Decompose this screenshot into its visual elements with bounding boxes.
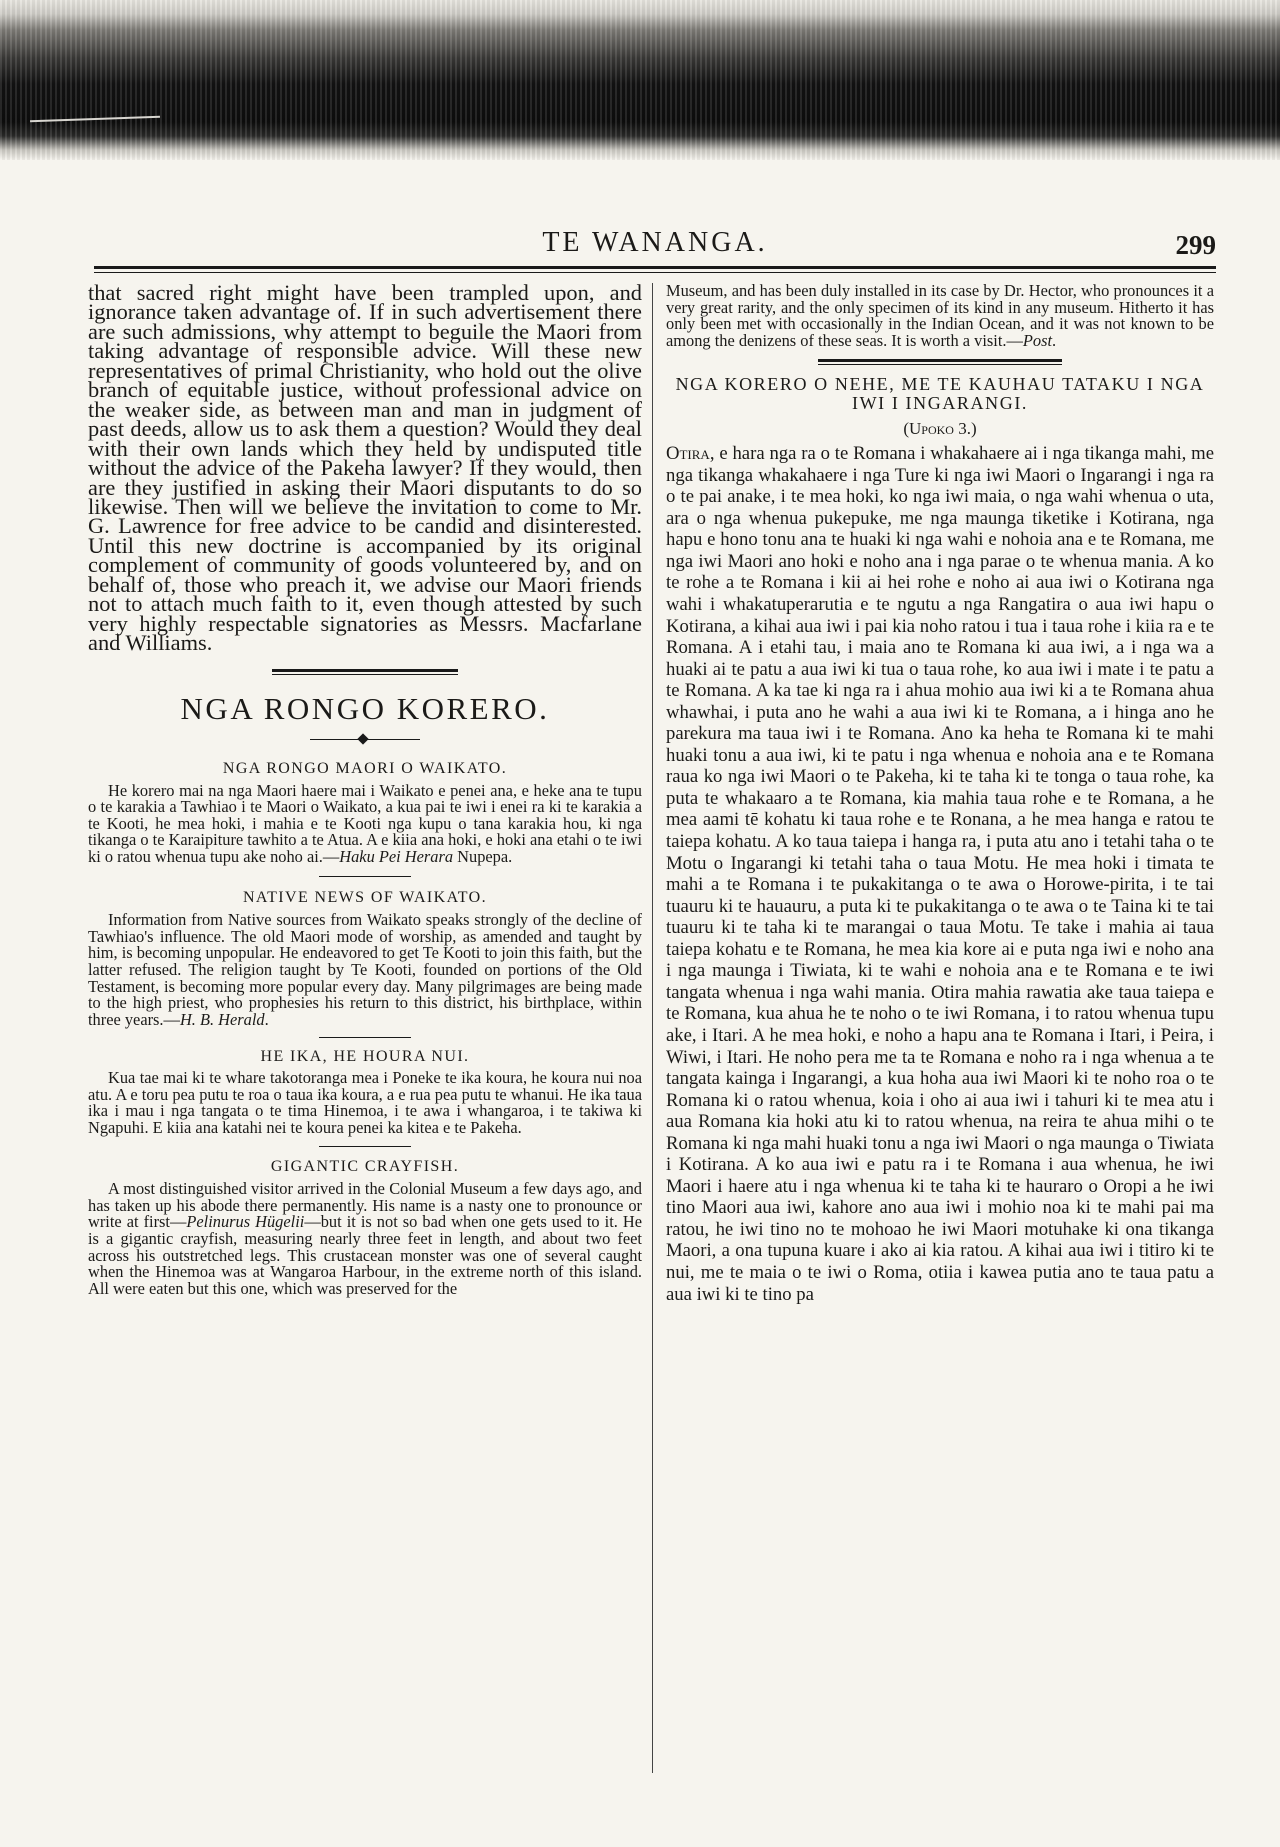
article-body-he-ika: Kua tae mai ki te whare takotoranga mea i Poneke te ika koura, he koura nui noa atu. A e toru pea putu te roa o taua ika koura, a e rua pea putu te whanui. He ika taua ika i mau i nga tangata o te tima Hinemoa, i te awa i whangaroa, i te takiwa ki Ngapuhi. E kiia ana katahi nei te koura penei ka kitea e te Pakeha. xyxy=(88,1068,642,1137)
column-divider xyxy=(652,283,653,1773)
article-body-native-news: Information from Native sources from Waikato speaks strongly of the decline of Tawhiao's influence. The old Maori mode of worship, as amended and taught by him, is becoming unpopular. He endeavored to get Te Kooti to join this faith, but the latter refused. The religion taught by Te Kooti, founded on portions of the Old Testament, is becoming more popular every day. Many pilgrimages are being made to the high priest, who prophesies his return to this district, his birthplace, within three years.—H. B. Herald. xyxy=(88,910,642,1029)
section-heading: NGA RONGO KORERO. xyxy=(180,690,550,726)
article-source: H. B. Herald xyxy=(179,1009,265,1029)
scientific-name: Pelinurus Hügelii xyxy=(186,1212,305,1232)
masthead-rule-thin xyxy=(94,272,1216,273)
scanned-page-edge xyxy=(0,0,1280,160)
crayfish-article-continued: Museum, and has been duly installed in its case by Dr. Hector, who pronounces it a very great rarity, and the only specimen of its kind in any museum. Hitherto it has only been met with occasionally in the Indian Ocean, and it was not known to be among the denizens of these seas. It is worth a visit.—Post. xyxy=(666,281,1214,350)
masthead-rule xyxy=(94,266,1216,269)
page-number: 299 xyxy=(1175,230,1216,260)
article-body-gigantic-crayfish: A most distinguished visitor arrived in the Colonial Museum a few days ago, and has taken up his abode there permanently. His name is a nasty one to pronounce or write at first—Pelinurus Hügelii—but it is not so bad when one gets used to it. He is a gigantic crayfish, measuring nearly three feet in length, and about two feet across his outstretched legs. This crustacean monster was one of several caught when the Hinemoa was at Wangaroa Harbour, in the extreme north of this island. All were eaten but this one, which was preserved for the xyxy=(88,1179,643,1298)
history-heading: NGA KORERO O NEHE, ME TE KAUHAU TATAKU I NGA IWI I INGARANGI. xyxy=(675,374,1205,414)
drop-word: Otira xyxy=(666,443,710,465)
article-body-waikato-maori: He korero mai na nga Maori haere mai i Waikato e penei ana, e heke ana te tupu o te karakia a Tawhiao i te Maori o Waikato, a kua pai te iwi i enei ra ki te karakia a te Kooti, he mea hoki, i mahia e te Kooti nga kupu o tana karakia hou, ki nga tikanga o te Karaipiture tawhito a te Atua. A e kiia ana hoki, e hoki ana etahi o te iwi ki o ratou whenua tupu ake noho ai.—Haku Pei Herara Nupepa. xyxy=(88,780,642,866)
article-source: Post xyxy=(1022,330,1053,350)
newspaper-title: TE WANANGA. xyxy=(542,227,768,258)
history-body: Otira, e hara nga ra o te Romana i whakahaere ai i nga tikanga mahi, me nga tikanga whakahaere i nga Ture ki nga iwi Maori o Ingarangi i nga ra o te pai anake, i te mea hoki, ko nga iwi maia, o nga wahi whenua o uta, ara o nga whenua pukepuke, me nga maunga tiketike i Kotirana, nga hapu e hono tonu ana te huaki ki nga wahi e nohoia ana e te Romana, me nga iwi Maori ano hoki e noho ana i nga parae o te whenua mania. A ko te rohe a te Romana i kii ai hei rohe e noho ai aua iwi o Kotirana nga wahi i whakatuperarutia e te ngutu a nga Rangatira o aua iwi hapu o Kotirana, a kihai aua iwi i pai kia noho ratou i tua i taua rohe i kiia ra e te Romana. A i etahi tau, i maia ano te Romana ki aua iwi, a i nga wa a huaki ai te patu a aua iwi ki tua o taua rohe, ko aua iwi i mate i te patu a te Romana. A ka tae ki nga ra i ahua mohio aua iwi ki a te Romana ahua whawhai, i puta ano he wahi a aua iwi ki te Romana, a i hinga ano he parekura ma taua iwi i te Romana. Ano ka heha te Romana ki te mahi huaki tonu a aua iwi, ki te patu i nga whenua e nohoia ana e te Romana raua ko nga iwi Maori o te Pakeha, ki te taha ki te tonga o taua rohe, ka puta te whakaaro a te Romana, kia mahia taua rohe e te Romana, a he mea aami tē kohatu ki taua rohe e te Ronana, a he mea hanga e ratou te taiepa kohatu. A ko taua taiepa i hanga ra, i puta atu ano i tetahi taha o te Motu o Ingarangi ki tetahi taha o taua Motu. He mea hoki i timata te mahi a te Romana i te pukakitanga o te awa o Horowe-pirita, i te tai tuauru ki te hauauru, a puta ki te pukakitanga o te awa o te Taina ki te tai tuauru ki te taha ki te marangai o taua Motu. Te take i mahia ai taua taiepa kohatu e te Romana, he mea kia kore ai e puta nga iwi e noho ana i nga maunga i Tiwiata, ki te wahi e nohoia ana e te Romana e te iwi tangata whenua i nga wahi mania. Otira mahia rawatia ake taua taiepa e te Romana, kua ahua he te noho o te iwi Romana, i to ratou whenua tupu ake, i Itari. A he mea hoki, e noho a hapu ana te Romana i Itari, i Peira, i Wiwi, i Itari. He noho pera me ta te Romana e noho ra i nga whenua a te tangata kainga i Ingarangi, a kua hoha aua iwi Maori ki te noho roa o te Romana ki o ratou whenua, koia i oho ai aua iwi i tahuri ki te mea atu i aua Romana kia hoki atu ki to ratou whenua, na reira te ahua mihi o te Romana ki nga mahi huaki tonu a nga iwi Maori o nga maunga o Tiwiata i Kotirana. A ko aua iwi e patu ra i te Romana i aua whenua, he iwi Maori i haere atu i nga whenua ki te taha ki te hauraro o Oropi a he iwi tino Maori aua iwi, kahore ano aua iwi i mohio noa ki te mahi pai ma ratou, he iwi tino no te mohoao he iwi Maori motuhake ki ona tikanga Maori, a ona tupuna kuare i ako ai kia ratou. A kihai aua iwi i titiro ki te nui, me te maia o te iwi o Roma, otiia i kawea putia ano te taua patu a aua iwi ki te tino pa xyxy=(666,443,1214,1305)
right-column xyxy=(666,283,1214,1305)
article-heading-native-news: NATIVE NEWS OF WAIKATO. xyxy=(242,889,488,907)
article-heading-waikato-maori: NGA RONGO MAORI O WAIKATO. xyxy=(222,759,508,777)
article-source: Haku Pei Herara xyxy=(339,846,454,866)
article-heading-he-ika: HE IKA, HE HOURA NUI. xyxy=(260,1048,470,1066)
left-column xyxy=(88,280,643,1298)
diamond-ornament-icon xyxy=(357,733,368,744)
masthead xyxy=(94,226,1216,276)
editorial-continued: that sacred right might have been trampled upon, and ignorance taken advantage of. If in such advertisement there are such admissions, why attempt to beguile the Maori from taking advantage of responsible advice. Will these new representatives of primal Christianity, who hold out the olive branch of equitable justice, without professional advice on the weaker side, as between man and man in judgment of past deeds, allow us to ask them a question? Would they deal with their own lands which they held by undisputed title without the advice of the Pakeha lawyer? If they would, then are they justified in asking their Maori disputants to do so likewise. Then will we believe the invitation to come to Mr. G. Lawrence for free advice to be candid and disinterested. Until this new doctrine is accompanied by its original complement of community of goods volunteered by, and on behalf of, those who preach it, we advise our Maori friends not to attach much faith to it, even though attested by such very highly respectable signatories as Messrs. Macfarlane and Williams. xyxy=(88,280,642,656)
chapter-label: (Upoko 3.) xyxy=(903,419,977,439)
article-heading-gigantic-crayfish: GIGANTIC CRAYFISH. xyxy=(270,1158,460,1176)
ornament-divider xyxy=(310,734,420,746)
